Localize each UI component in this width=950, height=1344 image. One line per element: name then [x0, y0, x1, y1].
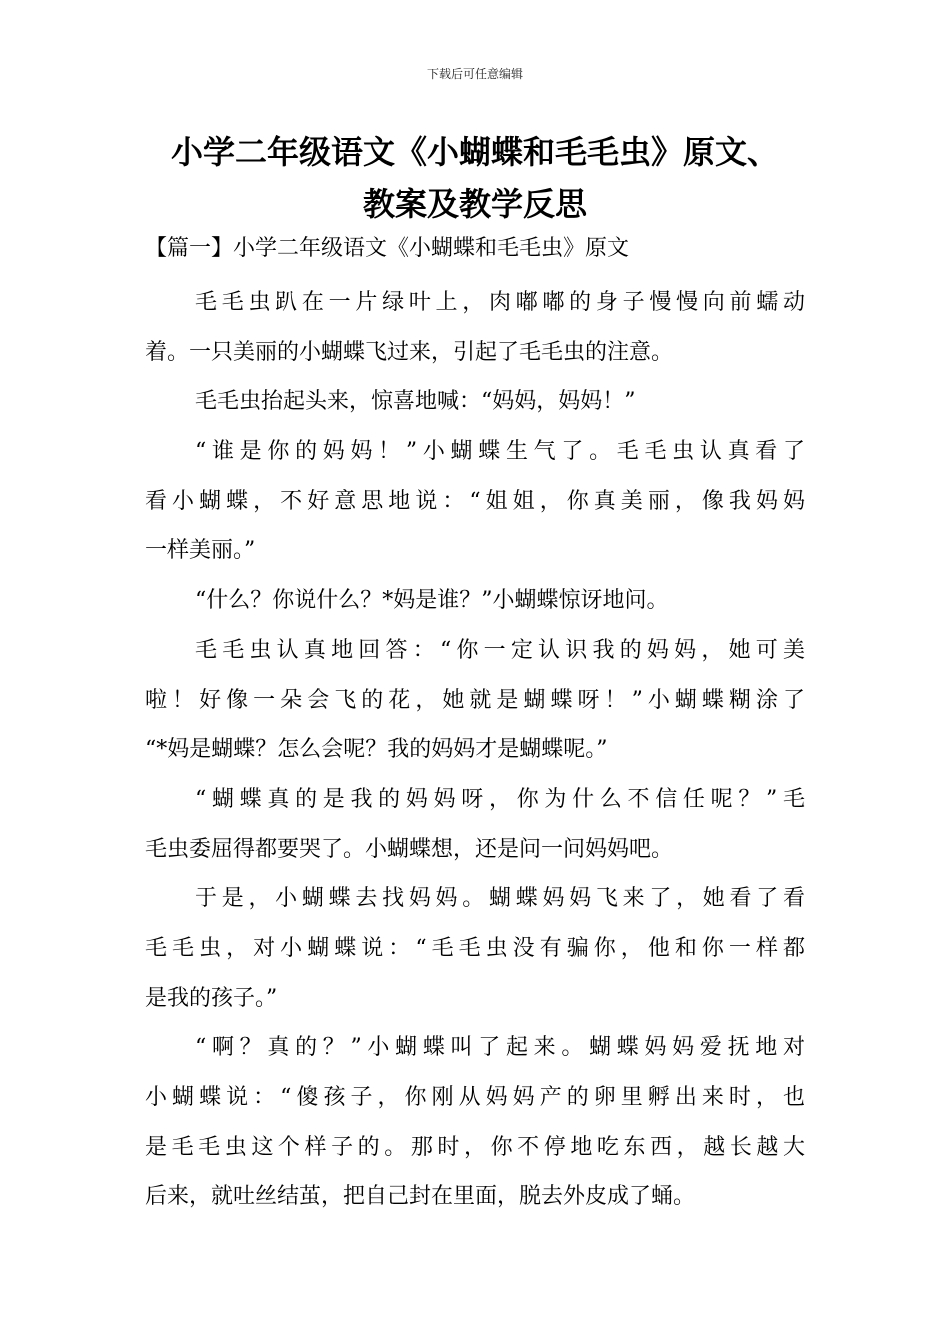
- body-text: [145, 278, 805, 1222]
- document-title: [145, 126, 805, 230]
- title-line: 小学二年级语文《小蝴蝶和毛毛虫》原文、: [170, 133, 779, 171]
- section-heading: 【篇一】小学二年级语文《小蝴蝶和毛毛虫》原文: [145, 236, 630, 261]
- paragraph-line: “啊？真的？”小蝴蝶叫了起来。蝴蝶妈妈爱抚地对: [195, 1035, 805, 1061]
- paragraph: [145, 874, 805, 1023]
- paragraph-line: 毛毛虫趴在一片绿叶上，肉嘟嘟的身子慢慢向前蠕动: [195, 290, 805, 315]
- paragraph-line: 啦！好像一朵会飞的花，她就是蝴蝶呀！”小蝴蝶糊涂了: [145, 687, 805, 713]
- paragraph-line: 着。一只美丽的小蝴蝶飞过来，引起了毛毛虫的注意。: [145, 339, 674, 365]
- paragraph: [145, 427, 805, 576]
- paragraph-line: “谁是你的妈妈！”小蝴蝶生气了。毛毛虫认真看了: [195, 439, 805, 465]
- paragraph-line: “什么？你说什么？*妈是谁？”小蝴蝶惊讶地问。: [195, 588, 669, 614]
- paragraph-line: 毛毛虫抬起头来，惊喜地喊：“妈妈，妈妈！”: [195, 389, 636, 415]
- paragraph: [145, 775, 805, 874]
- paragraph-line: 看小蝴蝶，不好意思地说：“姐姐，你真美丽，像我妈妈: [145, 488, 805, 514]
- paragraph-line: “蝴蝶真的是我的妈妈呀，你为什么不信任呢？”毛: [195, 786, 805, 812]
- paragraph-line: 小蝴蝶说：“傻孩子，你刚从妈妈产的卵里孵出来时，也: [145, 1085, 805, 1110]
- paragraph: [145, 576, 805, 626]
- header-note: 下载后可任意编辑: [426, 67, 523, 81]
- paragraph: [145, 377, 805, 427]
- paragraph-line: “*妈是蝴蝶？怎么会呢？我的妈妈才是蝴蝶呢。”: [145, 737, 608, 763]
- paragraph-line: 毛虫委屈得都要哭了。小蝴蝶想，还是问一问妈妈吧。: [145, 836, 674, 862]
- paragraph-line: 是我的孩子。”: [145, 985, 278, 1011]
- paragraph: [145, 1023, 805, 1222]
- paragraph-line: 毛毛虫认真地回答：“你一定认识我的妈妈，她可美: [195, 637, 805, 663]
- paragraph-line: 毛毛虫，对小蝴蝶说：“毛毛虫没有骗你，他和你一样都: [145, 935, 805, 961]
- paragraph: [145, 626, 805, 775]
- paragraph: [145, 278, 805, 377]
- paragraph-line: 是毛毛虫这个样子的。那时，你不停地吃东西，越长越大: [145, 1134, 805, 1160]
- title-line: 教案及教学反思: [362, 185, 587, 223]
- paragraph-line: 后来，就吐丝结茧，把自己封在里面，脱去外皮成了蛹。: [145, 1184, 696, 1210]
- paragraph-line: 于是，小蝴蝶去找妈妈。蝴蝶妈妈飞来了，她看了看: [195, 886, 805, 912]
- paragraph-line: 一样美丽。”: [145, 538, 256, 564]
